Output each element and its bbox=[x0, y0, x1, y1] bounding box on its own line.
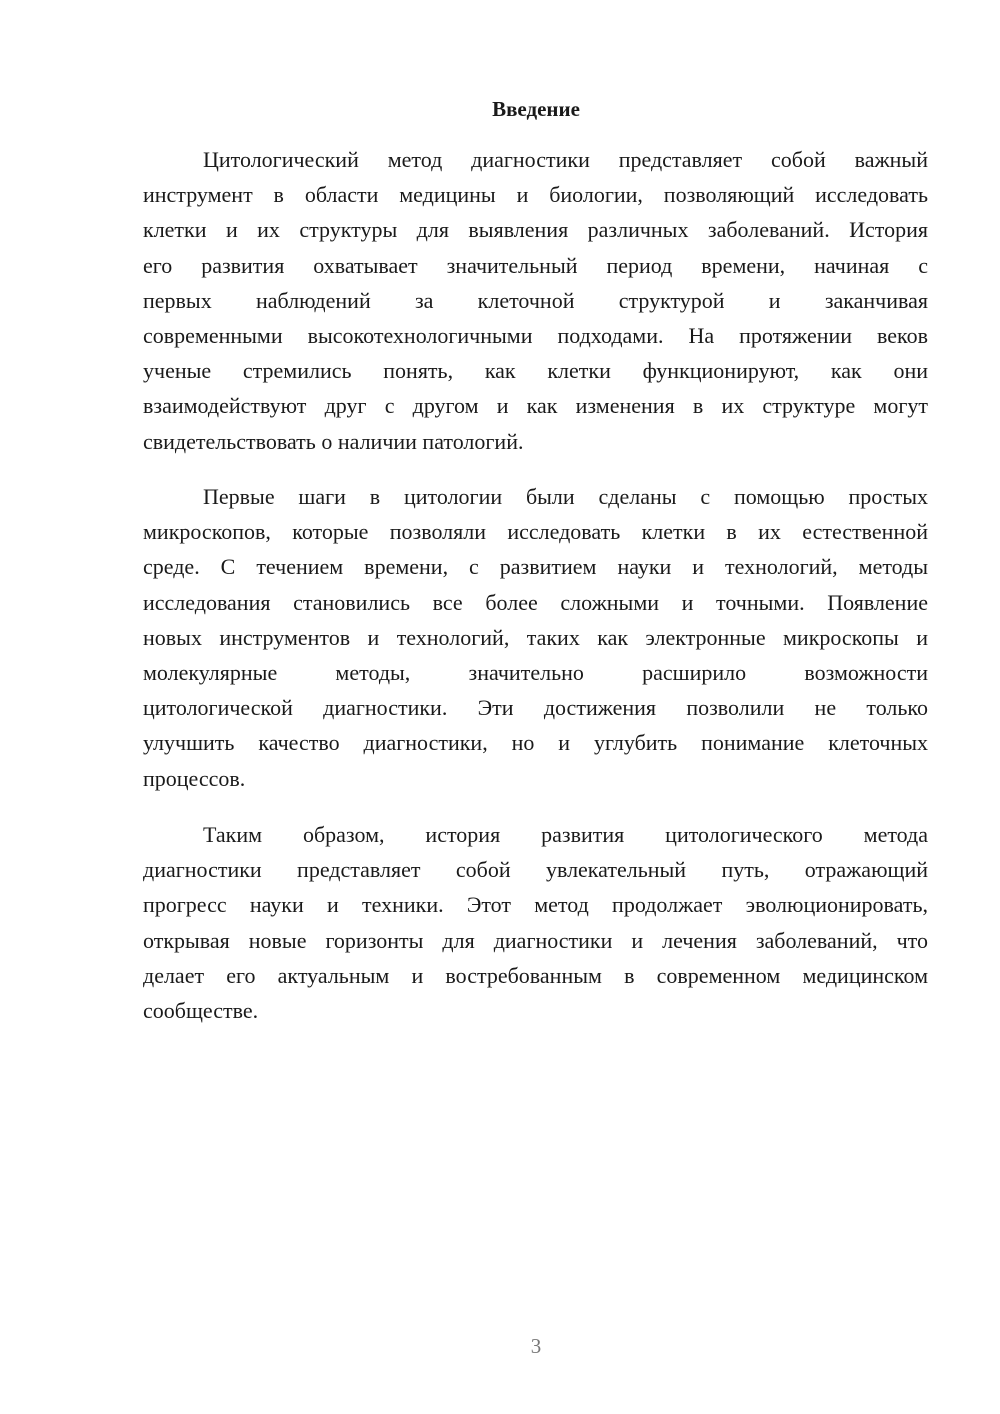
text-line: его развития охватывает значительный период времени, начиная с bbox=[143, 252, 928, 278]
text-line: Цитологический метод диагностики представляет собой важный bbox=[203, 147, 928, 172]
text-line: микроскопов, которые позволяли исследовать клетки в их естественной bbox=[143, 519, 928, 545]
text-line: открывая новые горизонты для диагностики и лечения заболеваний, что bbox=[143, 927, 928, 953]
text-line: Первые шаги в цитологии были сделаны с помощью простых bbox=[203, 484, 928, 509]
text-line: ученые стремились понять, как клетки функционируют, как они bbox=[143, 358, 928, 384]
text-line: инструмент в области медицины и биологии, позволяющий исследовать bbox=[143, 182, 928, 208]
text-line: взаимодействуют друг с другом и как изменения в их структуре могут bbox=[143, 393, 928, 419]
text-line: сообществе. bbox=[143, 997, 259, 1023]
text-line: исследования становились все более сложными и точными. Появление bbox=[143, 589, 928, 615]
text-line: современными высокотехнологичными подходами. На протяжении веков bbox=[143, 322, 928, 348]
text-line: свидетельствовать о наличии патологий. bbox=[143, 428, 524, 454]
text-line: новых инструментов и технологий, таких как электронные микроскопы и bbox=[143, 624, 928, 650]
text-line: процессов. bbox=[143, 765, 246, 791]
text-line: делает его актуальным и востребованным в современном медицинском bbox=[143, 962, 928, 988]
section-title: Введение bbox=[492, 97, 580, 121]
text-line: молекулярные методы, значительно расширило возможности bbox=[143, 659, 928, 685]
paragraph-1 bbox=[143, 142, 928, 459]
text-line: клетки и их структуры для выявления различных заболеваний. История bbox=[143, 217, 928, 243]
text-line: первых наблюдений за клеточной структурой и заканчивая bbox=[143, 287, 928, 313]
page-number: 3 bbox=[530, 1334, 542, 1358]
text-line: среде. С течением времени, с развитием науки и технологий, методы bbox=[143, 554, 928, 580]
text-line: Таким образом, история развития цитологического метода bbox=[203, 822, 928, 847]
text-line: прогресс науки и техники. Этот метод продолжает эволюционировать, bbox=[143, 892, 928, 918]
paragraph-2 bbox=[143, 479, 928, 796]
paragraph-3 bbox=[143, 817, 928, 1028]
text-line: диагностики представляет собой увлекательный путь, отражающий bbox=[143, 857, 928, 883]
text-line: цитологической диагностики. Эти достижения позволили не только bbox=[143, 695, 928, 721]
text-line: улучшить качество диагностики, но и углубить понимание клеточных bbox=[143, 730, 928, 756]
